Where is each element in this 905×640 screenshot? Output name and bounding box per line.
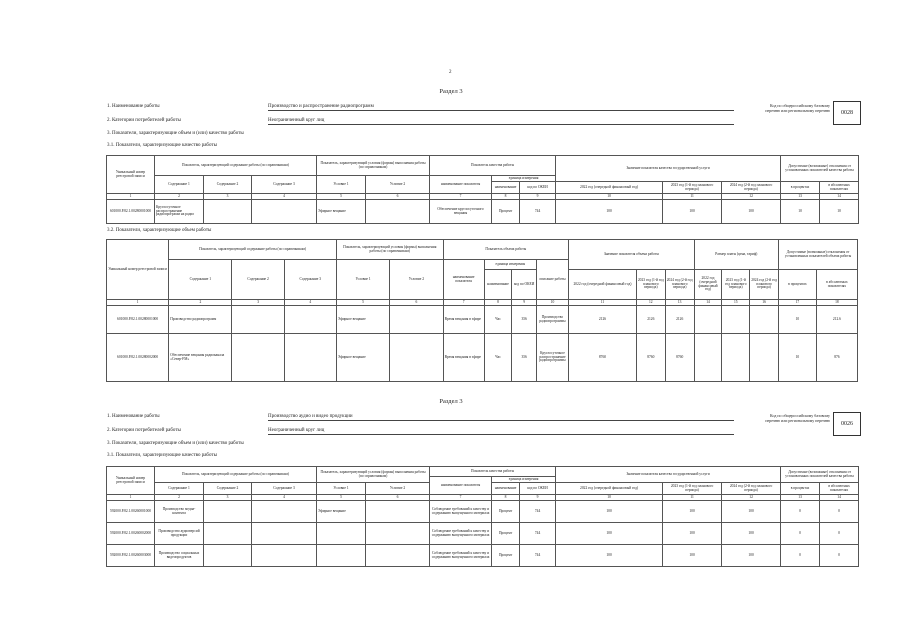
column-number: 2: [155, 495, 204, 501]
cell-year-3: 100: [722, 545, 781, 567]
header-fee-year-1: 2022 год (очередной финансовый год): [694, 270, 722, 300]
header-year-2: 2023 год (1-й год планового периода): [663, 182, 722, 194]
header-year-3: 2024 год (2-й год планового периода): [722, 182, 781, 194]
cell-content-3: [284, 334, 336, 382]
header-absolute: в абсолютных показателях: [820, 483, 859, 495]
header-condition-2: Условие 2: [366, 176, 430, 194]
column-number: 7: [430, 194, 492, 200]
header-unit: единица измерения: [492, 477, 556, 483]
header-year-1: 2022 год (очередной финансовый год): [569, 270, 637, 300]
work-name-label: 1. Наименование работы: [107, 414, 160, 419]
header-quality: Показатель качества работы: [430, 156, 556, 176]
cell-absolute: 0: [820, 545, 859, 567]
quality-table: [106, 155, 859, 224]
header-condition-1: Условие 1: [336, 260, 389, 300]
cell-indicator-name: Обеспечение круглосуточного вещания: [430, 200, 492, 224]
column-number: 10: [536, 300, 568, 306]
volume-label: 3.2. Показатели, характеризующие объем работы: [107, 228, 212, 233]
column-number: 1: [107, 300, 169, 306]
column-number: 7: [443, 300, 484, 306]
cell-okei: 356: [512, 334, 536, 382]
cell-reg: 592000.Р.82.1.00260003000: [107, 545, 155, 567]
cell-absolute: 10: [820, 200, 859, 224]
cell-condition-1: [317, 523, 366, 545]
header-content: Показатель, характеризующий содержание работы (по справочникам): [169, 240, 337, 260]
header-percent: в процентах: [781, 182, 820, 194]
header-fee-year-3: 2024 год (2-й год планового периода): [750, 270, 779, 300]
cell-year-2: 100: [663, 523, 722, 545]
cell-content-1: Обеспечение вещания радиоканала «Север-FM»: [169, 334, 232, 382]
header-deviation: Допустимые (возможные) отклонения от установленных показателей качества работы: [781, 467, 859, 483]
column-number: 6: [390, 300, 443, 306]
header-content-3: Содержание 3: [252, 483, 317, 495]
cell-reg: 592000.Р.82.1.00260001000: [107, 501, 155, 523]
column-number: 8: [492, 495, 520, 501]
section-title: Раздел 3: [439, 398, 463, 405]
column-number: 13: [665, 300, 694, 306]
category-value: Неограниченный круг лиц: [268, 428, 734, 435]
category-label: 2. Категории потребителей работы: [107, 428, 181, 433]
cell-condition-1: Эфирное вещание: [317, 200, 366, 224]
header-year-1: 2022 год (очередной финансовый год): [556, 483, 663, 495]
header-content-2: Содержание 2: [232, 260, 284, 300]
cell-fee-1: [694, 306, 722, 334]
cell-content-1: Круглосуточное распространение радиопрограмм на радио: [155, 200, 204, 224]
header-volume: Показатель объема работы: [443, 240, 569, 260]
cell-condition-2: [366, 545, 430, 567]
column-number: 6: [366, 495, 430, 501]
table-row: [107, 501, 859, 523]
cell-okei: 744: [520, 200, 556, 224]
cell-indicator-name: Время вещания в эфире: [443, 306, 484, 334]
code-label: Код по общероссийскому базовому перечню или региональному перечню: [765, 103, 830, 113]
column-number: 1: [107, 495, 155, 501]
cell-year-3: 100: [722, 501, 781, 523]
cell-condition-2: [366, 501, 430, 523]
column-number: 13: [781, 194, 820, 200]
code-box: 0026: [833, 412, 861, 436]
header-indicator-name: наименование показателя: [430, 176, 492, 194]
header-conditions: Показатель, характеризующий условия (формы) выполнения работы (по справочникам): [317, 156, 430, 176]
cell-condition-2: [366, 200, 430, 224]
cell-fee-1: [694, 334, 722, 382]
cell-condition-1: Эфирное вещание: [317, 501, 366, 523]
cell-absolute: 212.6: [816, 306, 857, 334]
header-indicator-name: наименование показателя: [443, 260, 484, 300]
cell-year-2: 8760: [636, 334, 665, 382]
column-number: 12: [722, 495, 781, 501]
cell-year-3: 100: [722, 200, 781, 224]
cell-content-2: [204, 200, 252, 224]
column-number: 13: [781, 495, 820, 501]
cell-condition-1: Эфирное вещание: [336, 306, 389, 334]
column-number: 12: [722, 194, 781, 200]
cell-year-3: 8760: [665, 334, 694, 382]
header-conditions: Показатель, характеризующий условия (формы) выполнения работы (по справочникам): [317, 467, 430, 483]
cell-condition-2: [366, 523, 430, 545]
column-number: 9: [520, 194, 556, 200]
cell-content-1: Производство радиопрограмм: [169, 306, 232, 334]
header-content-1: Содержание 1: [169, 260, 232, 300]
cell-condition-2: [390, 306, 443, 334]
column-number: 2: [169, 300, 232, 306]
column-number: 16: [750, 300, 779, 306]
cell-condition-2: [390, 334, 443, 382]
cell-unit: Процент: [492, 200, 520, 224]
cell-unit: Процент: [492, 501, 520, 523]
header-deviation: Допустимые (возможные) отклонения от установленных показателей качества работы: [781, 156, 859, 182]
column-number: 5: [317, 495, 366, 501]
header-reg: Уникальный номер реестровой записи: [107, 240, 169, 300]
header-year-1: 2022 год (очередной финансовый год): [556, 182, 663, 194]
column-number: 4: [252, 495, 317, 501]
column-number: 15: [722, 300, 750, 306]
quality-table: [106, 466, 859, 567]
header-quality: Показатель качества работы: [430, 467, 556, 477]
column-number: 6: [366, 194, 430, 200]
cell-year-1: 100: [556, 523, 663, 545]
cell-year-2: 2126: [636, 306, 665, 334]
cell-year-3: 100: [722, 523, 781, 545]
column-number: 8: [492, 194, 520, 200]
cell-content-2: [204, 501, 252, 523]
header-absolute: в абсолютных показателях: [816, 270, 857, 300]
header-values: Значение показателя объема работы: [569, 240, 695, 270]
column-number: 14: [820, 495, 859, 501]
column-number: 12: [636, 300, 665, 306]
cell-unit: Час: [484, 334, 512, 382]
header-description: описание работы: [536, 260, 568, 300]
cell-year-1: 100: [556, 501, 663, 523]
cell-year-3: 2126: [665, 306, 694, 334]
cell-unit: Процент: [492, 545, 520, 567]
cell-year-1: 8760: [569, 334, 637, 382]
cell-description: Круглосуточное распространение радиопрограммы: [536, 334, 568, 382]
cell-condition-1: [317, 545, 366, 567]
column-number: 9: [520, 495, 556, 501]
header-unit-name: наименование: [484, 270, 512, 300]
header-okei: код по ОКЕИ: [520, 182, 556, 194]
column-number: 11: [569, 300, 637, 306]
cell-content-3: [284, 306, 336, 334]
header-okei: код по ОКЕИ: [520, 483, 556, 495]
code-label: Код по общероссийскому базовому перечню или региональному перечню: [765, 413, 830, 423]
column-number: 18: [816, 300, 857, 306]
header-unit: единица измерения: [484, 260, 536, 270]
cell-content-2: [204, 545, 252, 567]
header-fee-year-2: 2023 год (1-й год планового периода): [722, 270, 750, 300]
header-condition-2: Условие 2: [390, 260, 443, 300]
cell-content-3: [252, 501, 317, 523]
cell-percent: 10: [779, 306, 817, 334]
cell-year-2: 100: [663, 200, 722, 224]
column-number: 4: [284, 300, 336, 306]
header-reg: Уникальный номер реестровой записи: [107, 467, 155, 495]
column-number: 5: [336, 300, 389, 306]
table-row: [107, 334, 858, 382]
column-number: 11: [663, 495, 722, 501]
table-row: [107, 545, 859, 567]
header-percent: в процентах: [779, 270, 817, 300]
header-content: Показатель, характеризующий содержание работы (по справочникам): [155, 156, 317, 176]
cell-content-1: Производство аудиоверсий продукции: [155, 523, 204, 545]
table-row: [107, 306, 858, 334]
column-number: 4: [252, 194, 317, 200]
cell-year-2: 100: [663, 545, 722, 567]
header-condition-1: Условие 1: [317, 176, 366, 194]
header-conditions: Показатель, характеризующий условия (формы) выполнения работы (по справочникам): [336, 240, 443, 260]
cell-okei: 744: [520, 501, 556, 523]
indicators-label: 3. Показатели, характеризующие объем и (или) качество работы: [107, 131, 244, 136]
cell-content-2: [232, 306, 284, 334]
header-condition-2: Условие 2: [366, 483, 430, 495]
header-reg: Уникальный номер реестровой записи: [107, 156, 155, 194]
column-number: 14: [820, 194, 859, 200]
table-row: [107, 523, 859, 545]
header-content: Показатель, характеризующий содержание работы (по справочникам): [155, 467, 317, 483]
cell-okei: 744: [520, 523, 556, 545]
code-box: 0028: [833, 101, 861, 125]
cell-content-1: Производство медиа-контента: [155, 501, 204, 523]
quality-label: 3.1. Показатели, характеризующие качество работы: [107, 453, 217, 458]
column-number: 2: [155, 194, 204, 200]
cell-content-1: Производство социальных видеопродуктов: [155, 545, 204, 567]
header-deviation: Допустимые (возможные) отклонения от установленных показателей объема работы: [779, 240, 858, 270]
header-unit: единица измерения: [492, 176, 556, 182]
cell-okei: 356: [512, 306, 536, 334]
header-content-1: Содержание 1: [155, 176, 204, 194]
cell-fee-3: [750, 334, 779, 382]
column-number: 8: [484, 300, 512, 306]
cell-absolute: 0: [820, 501, 859, 523]
volume-table: [106, 239, 858, 382]
cell-reg: 592000.Р.82.1.00260002000: [107, 523, 155, 545]
column-number: 10: [556, 495, 663, 501]
column-number: 17: [779, 300, 817, 306]
header-year-3: 2024 год (2-й год планового периода): [722, 483, 781, 495]
cell-indicator-name: Соблюдение требований к качеству и содержанию выпущенного материала: [430, 523, 492, 545]
header-content-3: Содержание 3: [284, 260, 336, 300]
header-unit-name: наименование: [492, 483, 520, 495]
header-content-2: Содержание 2: [204, 176, 252, 194]
header-condition-1: Условие 1: [317, 483, 366, 495]
cell-year-2: 100: [663, 501, 722, 523]
column-number: 1: [107, 194, 155, 200]
cell-reg: 601000.Р.82.1.00280001000: [107, 306, 169, 334]
category-value: Неограниченный круг лиц: [268, 118, 734, 125]
category-label: 2. Категории потребителей работы: [107, 118, 181, 123]
cell-unit: Процент: [492, 523, 520, 545]
cell-percent: 0: [781, 545, 820, 567]
cell-okei: 744: [520, 545, 556, 567]
header-percent: в процентах: [781, 483, 820, 495]
cell-content-2: [204, 523, 252, 545]
page-number: 2: [449, 70, 452, 75]
header-unit-name: наименование: [492, 182, 520, 194]
cell-percent: 10: [779, 334, 817, 382]
header-year-3: 2024 год (2-й год планового периода): [665, 270, 694, 300]
work-name-label: 1. Наименование работы: [107, 104, 160, 109]
column-number: 3: [204, 194, 252, 200]
cell-unit: Час: [484, 306, 512, 334]
column-number: 14: [694, 300, 722, 306]
cell-content-3: [252, 545, 317, 567]
cell-indicator-name: Время вещания в эфире: [443, 334, 484, 382]
quality-label: 3.1. Показатели, характеризующие качество работы: [107, 143, 217, 148]
cell-absolute: 0: [820, 523, 859, 545]
cell-fee-2: [722, 306, 750, 334]
column-number: 3: [204, 495, 252, 501]
cell-percent: 10: [781, 200, 820, 224]
header-year-2: 2023 год (1-й год планового периода): [636, 270, 665, 300]
cell-year-1: 2126: [569, 306, 637, 334]
cell-content-3: [252, 200, 317, 224]
cell-content-3: [252, 523, 317, 545]
cell-indicator-name: Соблюдение требований к качеству и содержанию выпущенного материала: [430, 501, 492, 523]
header-values: Значение показателя качества государственной услуги: [556, 467, 781, 483]
header-content-2: Содержание 2: [204, 483, 252, 495]
header-okei: код по ОКЕИ: [512, 270, 536, 300]
cell-reg: 601000.Р.82.1.00280002000: [107, 334, 169, 382]
indicators-label: 3. Показатели, характеризующие объем и (или) качество работы: [107, 441, 244, 446]
header-content-3: Содержание 3: [252, 176, 317, 194]
cell-fee-2: [722, 334, 750, 382]
column-number: 3: [232, 300, 284, 306]
header-absolute: в абсолютных показателях: [820, 182, 859, 194]
cell-percent: 0: [781, 523, 820, 545]
column-number: 9: [512, 300, 536, 306]
cell-year-1: 100: [556, 545, 663, 567]
column-number: 5: [317, 194, 366, 200]
header-content-1: Содержание 1: [155, 483, 204, 495]
cell-year-1: 100: [556, 200, 663, 224]
column-number: 7: [430, 495, 492, 501]
cell-percent: 0: [781, 501, 820, 523]
header-indicator-name: наименование показателя: [430, 477, 492, 495]
work-name-value: Производство и распространение радиопрограмм: [268, 104, 734, 111]
cell-absolute: 876: [816, 334, 857, 382]
cell-description: Производство радиопрограммы: [536, 306, 568, 334]
cell-indicator-name: Соблюдение требований к качеству и содержанию выпущенного материала: [430, 545, 492, 567]
section-title: Раздел 3: [439, 88, 463, 95]
header-fee: Размер платы (цена, тариф): [694, 240, 778, 270]
cell-fee-3: [750, 306, 779, 334]
column-number: 10: [556, 194, 663, 200]
cell-reg: 601000.Р.82.1.00280001000: [107, 200, 155, 224]
table-row: [107, 200, 859, 224]
work-name-value: Производство аудио и видео продукции: [268, 414, 734, 421]
header-year-2: 2023 год (1-й год планового периода): [663, 483, 722, 495]
cell-condition-1: Эфирное вещание: [336, 334, 389, 382]
header-values: Значение показателя качества государственной услуги: [556, 156, 781, 182]
cell-content-2: [232, 334, 284, 382]
column-number: 11: [663, 194, 722, 200]
